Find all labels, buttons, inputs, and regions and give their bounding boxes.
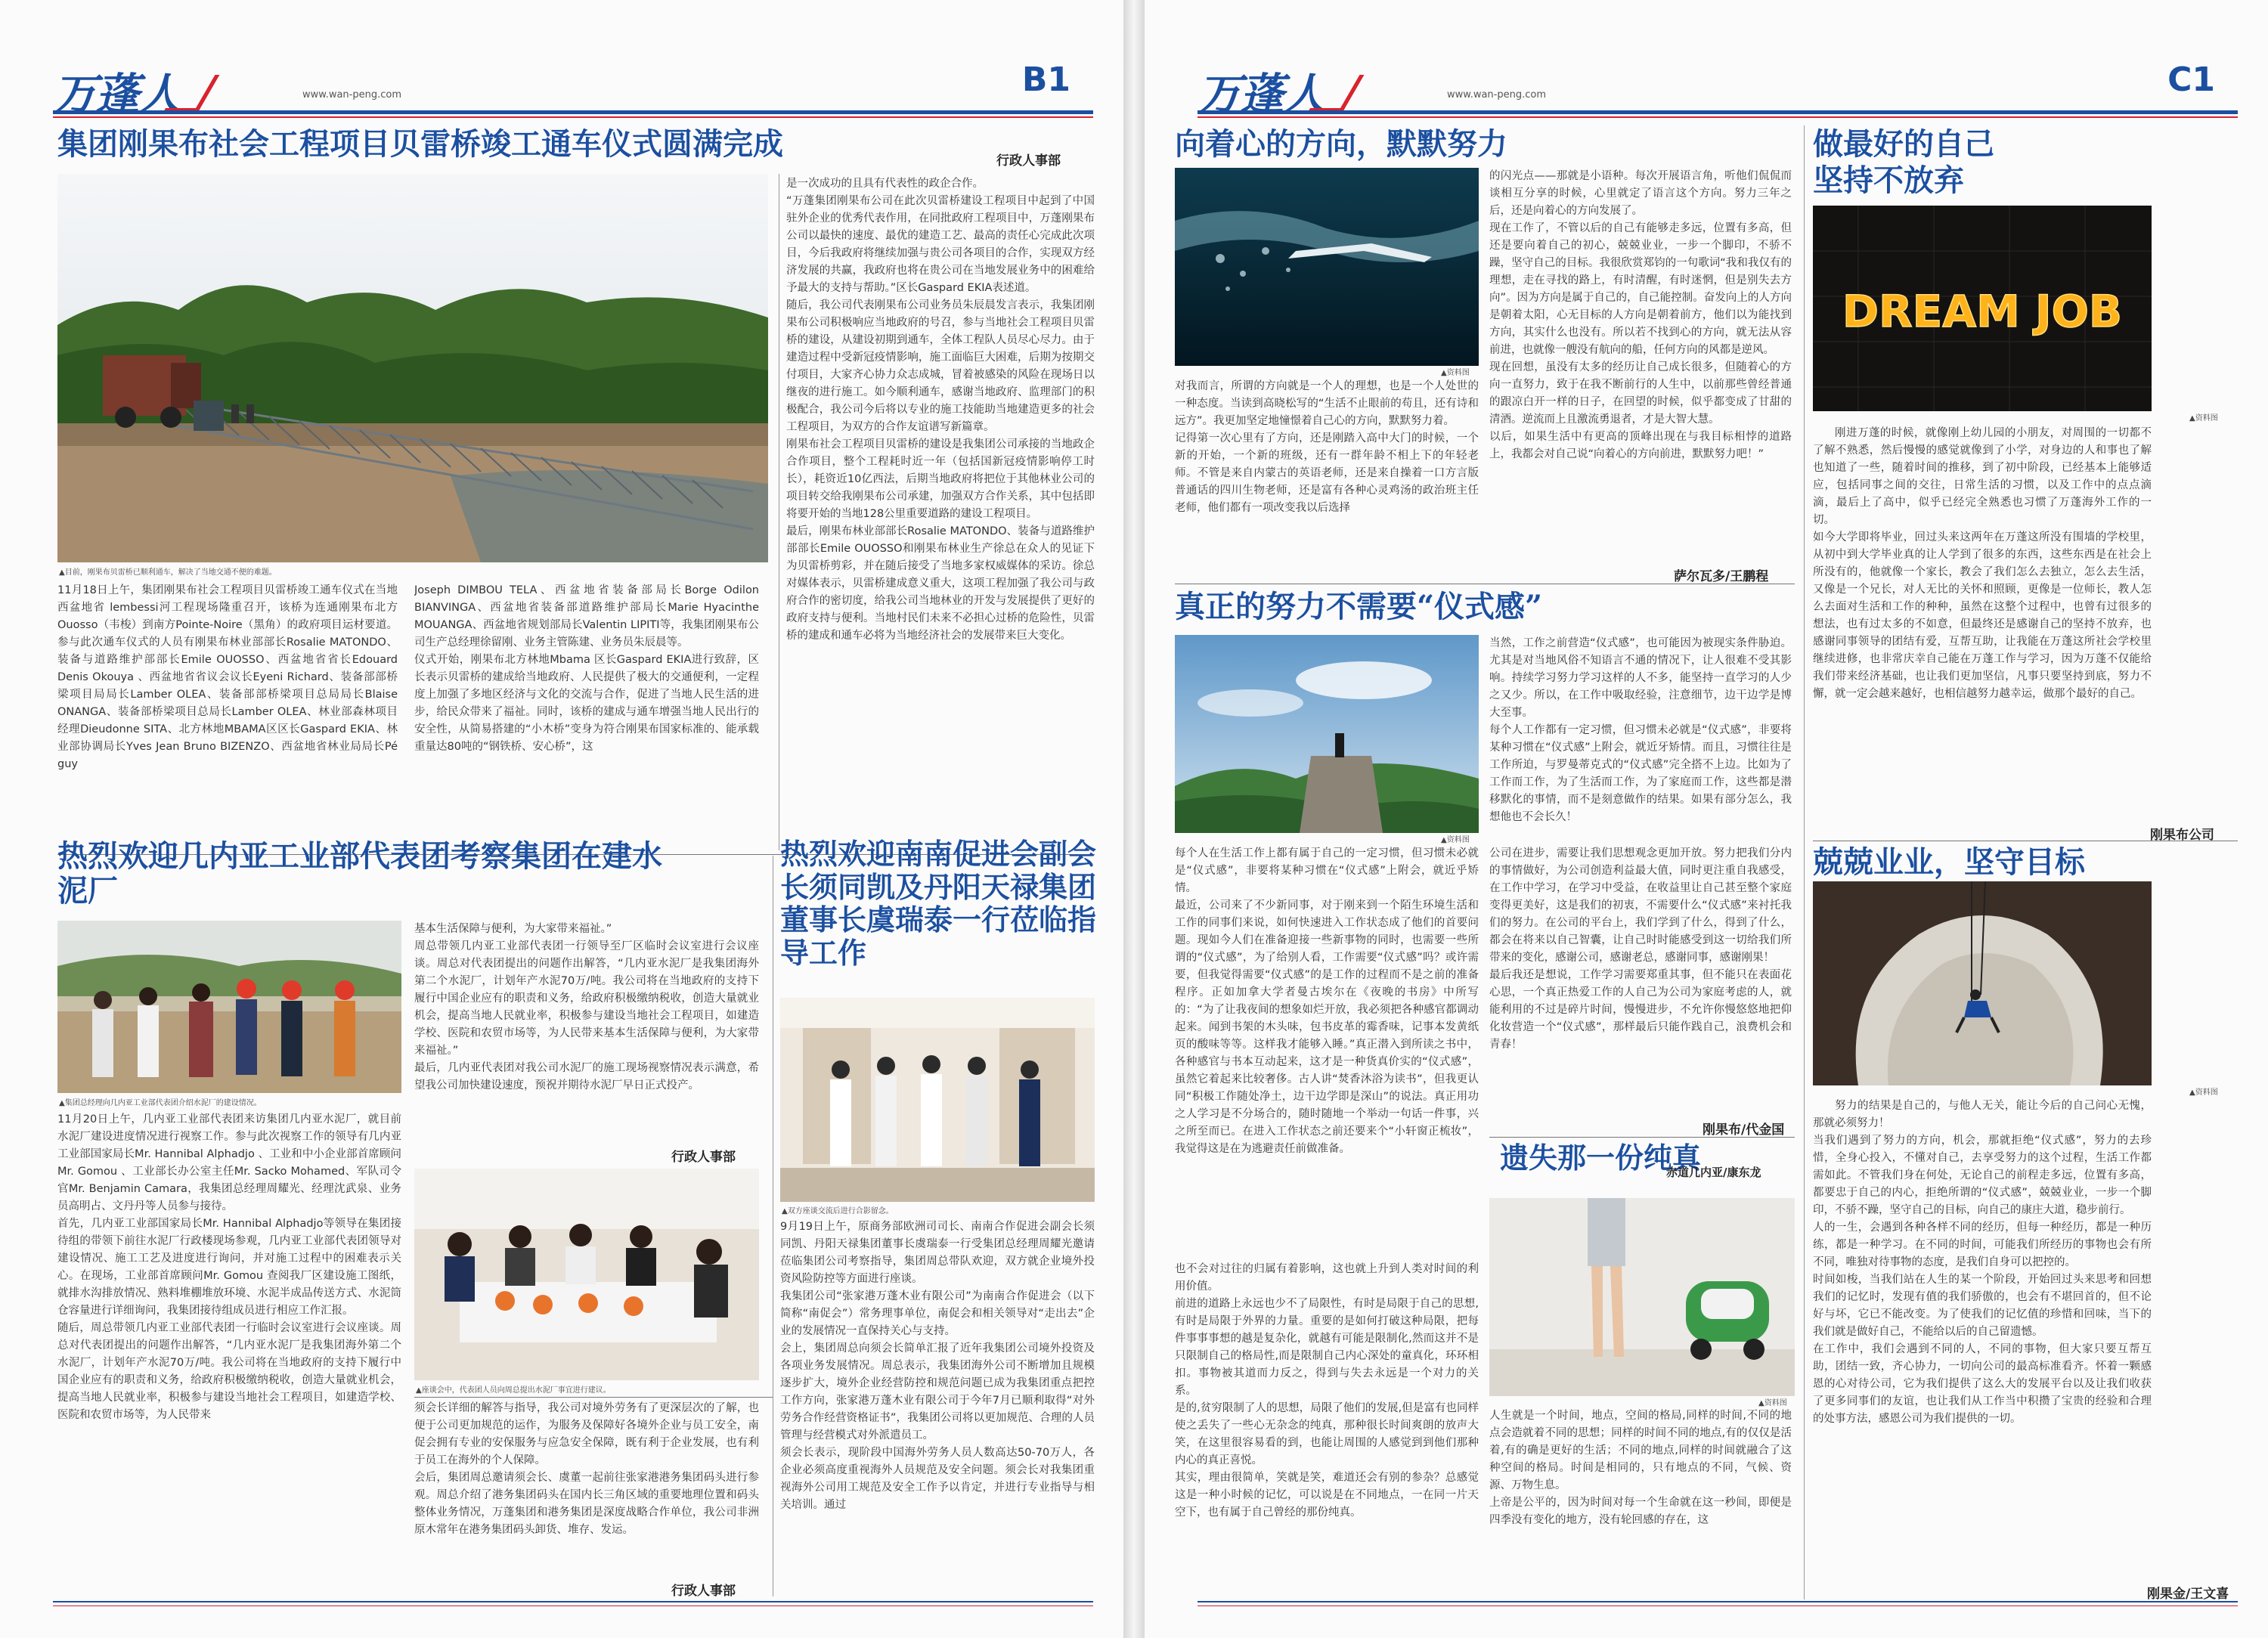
nannan-title: 热烈欢迎南南促进会副会长须同凯及丹阳天禄集团董事长虞瑞泰一行莅临指导工作: [780, 837, 1097, 971]
guinea-photo-1: [57, 921, 401, 1093]
innocence-title: 遗失那一份纯真: [1500, 1141, 1702, 1175]
ceremony-col-bottom-left: 每个人在生活工作上都有属于自己的一定习惯，但习惯未必就是“仪式感”，非要将某种习惯在“仪式感”上附会，就近乎矫情。 最近，公司来了不少新同事，对于刚来到一个陌生环境生活和工作的同事们来说，如何快速进入工作状态成了他们的首要问题。现如今人们在准备迎接一些新事物的同时，也需要一些所谓的“仪式感”，为了给别人看，工作需要“仪式感”吗？或许需要，但我觉得需要“仪式感”的是工作的过程而不是之前的准备程序。正如加拿大学者曼古埃尔在《夜晚的书房》中所写的：“为了让我夜间的想象如烂开放，我必须把各种感官都调动起来。闻到书架的木头味，包书皮革的霉香味，记事本发黄纸页的酸味等等。这样我才能够入睡。”真正潜入到所读之书中，各种感官与书本互动起来，这才是一种货真价实的“仪式感”，虽然它着起来比较奢侈。古人讲“焚香沐浴为读书”，但我更认同“积极工作随处净土，边干边学即是深山”的说法。真正用功之人学习是不分场合的，随时随地一个举动一句话一件事，兴之所至而已。在进入工作状态之前还要来个“小轩窗正梳妆”，我觉得这是在为逃避责任前做准备。: [1175, 847, 1479, 1155]
ceremony-col-bottom-right: 公司在进步，需要让我们思想观念更加开放。努力把我们分内的事情做好，为公司创造利益最大值，同时更注重自我感受，在工作中学习，在学习中受益，在收益里让自己甚至整个家庭变得更美好，这是我们的初衷，不需要什么“仪式感”来衬托我们的努力。在公司的平台上，我们学到了什么，得到了什么，都会在将来以自己智囊，让自己时时能感受到这一切给我们所带来的变化，感谢公司，感谢老总，感谢同事，感谢刚果！ 最后我还是想说，工作学习需要郑重其事，但不能只在表面花心思，一个真正热爱工作的人自己为公司为家庭考虑的人，就能利用的不过是碎片时间，慢慢进步，不允许你慢悠悠地把仰化妆营造一个“仪式感”，那样最后只能作践自己，浪费机会和青春！: [1489, 847, 1792, 1051]
innocence-photo: [1489, 1198, 1795, 1396]
right-col-divider: [1804, 125, 1805, 1599]
nannan-col-bottom-left: 须会长详细的解答与指导，我公司对境外劳务有了更深层次的了解，也便于公司更加规范的运作，为服务及保障好各境外企业与员工安全，南促会拥有专业的安保服务与应急安全保障，既有利于企业发展，也有利于员工在海外的个人保障。 会后，集团周总邀请须会长、虞董一起前往张家港港务集团码头进行参观。周总介绍了港务集团码头在国内长三角区域的重要地理位置和码头整体业务情况，万蓬集团和港务集团是深度战略合作单位，我公司非洲原木常年在港务集团码头卸货、堆存、发运。: [414, 1402, 759, 1536]
neon-sign-illustration: [1813, 206, 2152, 411]
best-title-line1: 做最好的自己: [1813, 126, 1994, 162]
best-photo-source: ▲资料图: [2189, 414, 2218, 423]
swimmer-illustration: [1175, 168, 1479, 366]
bridge-col3: 是一次成功的且具有代表性的政企合作。 “万蓬集团刚果布公司在此次贝雷桥建设工程项目中起到了中国驻外企业的优秀代表作用，在同批政府工程项目中，万蓬刚果布公司以最快的速度、最优的建造工艺、最高的责任心完成此次项目，今后我政府将继续加强与贵公司各项目的合作，实现双方经济发展的共赢，我政府也将在贵公司在当地发展业务中的困难给予最大的支持与帮助。”区长Gaspard EKIA表述道。 随后，我公司代表刚果布公司业务员朱辰晨发言表示，我集团刚果布公司积极响应当地政府的号召，参与当地社会工程项目贝雷桥的建设，从建设初期到通车，全体工程队人员尽心尽力。由于建造过程中受新冠疫情影响，施工面临巨大困难，后期为按期交付项目，大家齐心协力众志成城，冒着被感染的风险在现场日以继夜的进行施工。如今顺利通车，感谢当地政府、监理部门的积极配合，我公司今后将以专业的施工技能助当地建造更多的社会工程项目，为双方的合作友谊谱写新篇章。 刚果布社会工程项目贝雷桥的建设是我集团公司承接的当地政企合作项目，整个工程耗时近一年（包括国新冠疫情影响停工时长），耗资近10亿西法，后期当地政府将把位于其他林业公司的项目转交给我刚果布公司承建，加强双方合作关系，其中包括即将要开始的当地128公里重要道路的建设工程项目。 最后，刚果布林业部部长Rosalie MATONDO、装备与道路维护部部长Emile OUOSSO和刚果布林业生产徐总在众人的见证下为贝雷桥剪彩，并在随后接受了当地多家权威媒体的采访。徐总对媒体表示，贝雷桥建成意义重大，这项工程加强了我公司与政府合作的密切度，给我公司当地林业的开发与发展提供了更好的政府支持与便利。当地村民们未来不必担心过桥的危险性，贝雷桥的建成和通车必将为当地经济社会的发展带来巨大变化。: [786, 178, 1095, 642]
bridge-col1: 11月18日上午，集团刚果布社会工程项目贝雷桥竣工通车仪式在当地西盆地省 lembessi河工程现场隆重召开，该桥为连通刚果布北方Ouosso（韦梭）到南方Pointe-Noire（黑角）的政府项目运材要道。参与此次通车仪式的人员有刚果布林业部部长Rosalie MATONDO、装备与道路维护部部长Emile OUOSSO、西盆地省省长Edouard Denis Okouya 、西盆地省省议会议长Eyeni Richard、装备部部桥梁项目局局长Lamber OLEA、装备部部桥梁项目总局局长Blaise ONANGA、装备部桥梁项目总局长Lamber OLEA、林业部森林项目经理Dieudonne SITA、北方林地MBAMA区区长Gaspard EKIA、林业部协调局长Yves Jean Bruno BIZENZO、西盆地省林业局局长Pé guy: [57, 584, 398, 770]
ceremony-photo: [1175, 635, 1479, 833]
career-photo: [1813, 881, 2152, 1085]
masthead-url: www.wan-peng.com: [1447, 89, 1547, 101]
climber-illustration: [1813, 881, 2152, 1085]
masthead-logo: 万蓬人: [1198, 59, 1353, 122]
masthead-rule: [1198, 110, 2238, 114]
nannan-photo-illustration: [780, 998, 1095, 1202]
guinea-photo-1-illustration: [57, 921, 401, 1093]
guinea-photo-2-illustration: [414, 1169, 759, 1380]
bridge-illustration: [57, 174, 768, 562]
page-gutter: [1123, 0, 1145, 1638]
best-byline: 刚果布公司: [2150, 828, 2214, 843]
guinea-title: 热烈欢迎几内亚工业部代表团考察集团在建水泥厂: [57, 838, 662, 909]
bridge-title: 集团刚果布社会工程项目贝雷桥竣工通车仪式圆满完成: [57, 126, 783, 162]
guinea-photo-2: [414, 1169, 759, 1380]
best-title-line2: 坚持不放弃: [1813, 163, 1964, 198]
footer-rule: [53, 1601, 1093, 1602]
neon-sign-text: DREAM JOB: [1842, 286, 2123, 337]
masthead-rule: [53, 110, 1093, 114]
heart-col-right: 的闪光点——那就是小语种。每次开展语言角，听他们侃侃而谈相互分享的时候，心里就定了语言这个方向。努力三年之后，还是向着心的方向发展了。 现在工作了，不管以后的自己有能够走多远，位置有多高，但还是要向着自己的初心，兢兢业业，一步一个脚印，不骄不躁，坚守自己的目标。我很欣赏郑钧的一句歌词“我和我仅有的理想，走在寻找的路上，有时清醒，有时迷惘，但是别失去方向”。因为方向是属于自己的，自己能控制。奋发向上的人方向是朝着太阳，心无目标的人方向是朝着前方，他们以为能找到方向，其实什么也没有。所以若不找到心的方向，就无法从容前进，也就像一艘没有航向的船，任何方向的风都是逆风。 现在回想，虽没有太多的经历让自己成长很多，但随着心的方向一直努力，致于在我不断前行的人生中，以前那些曾经普通的跟凉白开一样的日子，在回望的时候，似乎都变成了甘甜的清酒。逆流而上且激流勇退者，才是大智大慧。 以后，如果生活中有更高的顶峰出现在与我目标相悖的道路上，我都会对自己说“向着心的方向前进，默默努力吧！”: [1489, 170, 1792, 460]
mountain-illustration: [1175, 635, 1479, 833]
masthead-url: www.wan-peng.com: [302, 89, 402, 101]
innocence-col-right: 人生就是一个时间，地点，空间的格局,同样的时间,不同的地点会造就着不同的思想；同样的时间不同的地点,有的仅仅是活着,有的确是更好的生活；不同的地点,同样的时间就融合了这种空间的格局。时间是相同的，只有地点的不同，气候、资源、万物生息。 上帝是公平的，因为时间对每一个生命就在这一秒间，即便是四季没有变化的地方，没有轮回感的存在，这: [1489, 1410, 1792, 1526]
footer-rule-red: [1198, 1605, 2238, 1606]
bridge-col2: Joseph DIMBOU TELA、西盆地省装备部局长Borge Odilon BIANVINGA、西盆地省装备部道路维护部局长Marie Hyacinthe MOUANGA、西盆地省规划部局长Valentin LIPITI等，我集团刚果布公司生产总经理徐留刚、业务主管陈建、业务员朱辰晨等。 仪式开始，刚果布北方林地Mbama 区长Gaspard EKIA进行致辞，区长表示贝雷桥的建成给当地政府、人民提供了极大的交通便利，一定程度上加强了多地区经济与文化的交流与合作，促进了当地人民生活的进步，给民众带来了福祉。同时，该桥的建成与通车增强当地人民出行的安全性，从简易搭建的“小木桥”变身为符合刚果布国家标准的、能承载重量达80吨的“钢铁桥、安心桥”，这: [414, 584, 759, 753]
heart-photo-source: ▲资料图: [1441, 369, 1470, 377]
heart-title: 向着心的方向，默默努力: [1175, 126, 1507, 162]
masthead-right: [1198, 53, 2238, 120]
heart-col-left: 对我而言，所谓的方向就是一个人的理想，也是一个人处世的一种态度。当读到高晓松写的“生活不止眼前的苟且，还有诗和远方”。我更加坚定地憧憬着自己心的方向，默默努力着。 记得第一次心里有了方向，还是刚踏入高中大门的时候，一个新的开始，一个新的班级，还有一群年龄不相上下的年轻老师。不管是来自内蒙古的英语老师，还是来自操着一口方言版普通话的四川生物老师，还是富有各种心灵鸡汤的政治班主任老师，他们都有一项改变我以后选择: [1175, 380, 1479, 514]
page-b1: [0, 0, 1123, 1638]
innocence-byline: 赤道几内亚/康东龙: [1666, 1166, 1761, 1179]
ceremony-col-right-top: 当然，工作之前营造“仪式感”，也可能因为被现实条件胁迫。尤其是对当地风俗不知语言不通的情况下，让人很难不受其影响。持续学习努力学习这样的人不多，能坚持一直学习的人少之又少。所以，在工作中吸取经验，注意细节，边干边学是博大至事。 每个人工作都有一定习惯，但习惯未必就是“仪式感”，非要将某种习惯在“仪式感”上附会，就近牙矫情。而且，习惯往往是工作所迫，与罗曼蒂克式的“仪式感”完全搭不上边。比如为了工作而工作，为了生活而工作，为了家庭而工作，这些都是潜移默化的事情，而不是刻意做作的结果。如果有部分怎么，我想他也不会长久！: [1489, 637, 1792, 823]
nannan-photo: [780, 998, 1095, 1202]
guinea-col1: 11月20日上午，几内亚工业部代表团来访集团几内亚水泥厂，就目前水泥厂建设进度情况进行视察工作。参与此次视察工作的领导有几内亚工业部国家局长Mr. Hannibal Alphadjo 、工业和中小企业部首席顾问Mr. Gomou 、工业部长办公室主任Mr. Sacko Mohamed、军队司令官Mr. Benjamin Camara，我集团总经理周耀光、经理沈武泉、业务员高明占、文丹丹等人员参与接待。 首先，几内亚工业部国家局长Mr. Hannibal Alphadjo等领导在集团接待组的带领下前往水泥厂行政楼现场参观，几内亚工业部代表团领导对建设情况、施工工艺及进度进行询问，并对施工过程中的困难表示关心。在现场，工业部首席顾问Mr. Gomou 查阅我厂区建设施工图纸，就排水沟排放情况、熟料堆棚堆放环境、水泥半成品传送方式、水泥筒仓容量进行详细询问，我集团接待组成员进行相应工作汇报。 随后，周总带领几内亚工业部代表团一行临时会议室进行会议座谈。周总对代表团提出的问题作出解答，“几内亚水泥厂是我集团海外第二个水泥厂，计划年产水泥70万/吨。我公司将在当地政府的支持下履行中国企业应有的职责和义务，给政府积极缴纳税收，创造大量就业机会，提高当地人民就业率，积极参与建设当地社会工程项目，如建造学校、医院和农贸市场等，为人民带来: [57, 1113, 401, 1421]
page-number: C1: [2167, 60, 2215, 99]
nannan-photo-caption: ▲双方座谈交流后进行合影留念。: [782, 1207, 894, 1215]
masthead-logo: 万蓬人: [53, 59, 209, 122]
ceremony-byline: 刚果布/代金国: [1703, 1122, 1785, 1138]
footer-rule-red: [53, 1605, 1093, 1606]
page-number: B1: [1021, 60, 1070, 99]
masthead-rule-red: [53, 116, 1093, 118]
masthead-left: [53, 53, 1093, 120]
ceremony-photo-source: ▲资料图: [1441, 836, 1470, 844]
career-byline: 刚果金/王文喜: [2147, 1587, 2229, 1602]
best-col: 刚进万蓬的时候，就像刚上幼儿园的小朋友，对周围的一切都不了解不熟悉，然后慢慢的感觉就像到了小学，对身边的人和事也了解也知道了一些，随着时间的推移，到了初中阶段，已经基本上能够适应，包括同事之间的交往，日常生活的习惯，以及工作中的点点滴滴，最后上了高中，似乎已经完全熟悉也习惯了万蓬海外工作的一切。 如今大学即将毕业，回过头来这两年在万蓬这所没有围墙的学校里，从初中到大学毕业真的让人学到了很多的东西，这些东西是在社会上所没有的，他就像一个家长，教会了我们怎么去独立，怎么去生活，又像是一个兄长，对人无比的关怀和照顾，更像是一位师长，教人怎么去面对生活和工作的种种，虽然在这整个过程中，也曾有过很多的想法，也有过太多的不如意，但最终还是感谢自己的坚持不放弃，也感谢同事领导的团结有爱，互帮互助，让我能在万蓬这所社会学校里继续进修，也非常庆幸自己能在万蓬工作与学习，因为万蓬不仅能给我们带来经济基础，也让我们更加坚信，凡事只要坚持到底，努力不懈，就一定会越来越好，也相信越努力越幸运，做那个最好的自己。: [1813, 427, 2152, 700]
footer-rule: [1198, 1601, 2238, 1602]
bridge-byline: 行政人事部: [996, 153, 1061, 169]
bridge-photo-caption: ▲目前，刚果布贝雷桥已顺利通车，解决了当地交通不便的难题。: [59, 568, 277, 577]
nannan-byline: 行政人事部: [671, 1584, 736, 1599]
child-feet-illustration: [1489, 1198, 1795, 1396]
best-photo: [1813, 206, 2152, 411]
guinea-photo-1-caption: ▲集团总经理向几内亚工业部代表团介绍水泥厂的建设情况。: [59, 1099, 262, 1107]
guinea-byline: 行政人事部: [671, 1150, 736, 1165]
innocence-col-left: 也不会对过往的归属有着影响，这也就上升到人类对时间的利用价值。 前进的道路上永远也少不了局限性，有时是局限于自己的思想,有时是局限于外界的力量。重要的是如何打破这种局限，把每件事事事想的越是复杂化，就越有可能是限制化,然而这并不是只限制自己的格局性,而是限制自己内心深处的童真化，环环相扣。事物被其道而力反之，得到与失去永远是一个对力的关系。 是的,贫穷限制了人的思想，局限了他们的发展,但是富有也同样使之丢失了一些心无杂念的纯真，那种很长时间爽朗的放声大笑，在这里很容易看的到，也能让周围的人感觉到到他们那种内心的真正喜悦。 其实，理由很简单，笑就是笑，难道还会有别的参杂？总感觉这是一种小时候的记忆，可以说是在不同地点，一在同一片天空下，也有属于自己曾经的那份纯真。: [1175, 1263, 1479, 1519]
nannan-col-top: 9月19日上午，原商务部欧洲司司长、南南合作促进会副会长须同凯、丹阳天禄集团董事长虞瑞泰一行受集团总经理周耀光邀请莅临集团公司考察指导，集团周总带队欢迎，双方就企业境外投资风险防控等方面进行座谈。 我集团公司“张家港万蓬木业有限公司”为南南合作促进会（以下简称“南促会”）常务理事单位，南促会和相关领导对“走出去”企业的发展情况一直保持关心与支持。 会上，集团周总向须会长简单汇报了近年我集团公司境外投资及各项业务发展情况。周总表示，我集团海外公司不断增加且规模逐步扩大，境外企业经营防控和规范问题已成为我集团重点把控工作方向，张家港万蓬木业有限公司于今年7月已顺利取得“对外劳务合作经营资格证书”，我集团公司将以更加规范、合理的人员管理与经营模式对外派遣员工。 须会长表示，现阶段中国海外劳务人员人数高达50-70万人，各企业必须高度重视海外人员规范及安全问题。须会长对我集团重视海外公司用工规范及安全工作予以肯定，并进行专业指导与相关培训。通过: [780, 1221, 1095, 1511]
career-title: 兢兢业业，坚守目标: [1813, 844, 2085, 880]
bridge-photo: [57, 174, 768, 562]
ceremony-bottom-divider: [1489, 1137, 1795, 1138]
nannan-bottom-divider: [414, 1397, 773, 1398]
masthead-rule-red: [1198, 116, 2238, 118]
guinea-photo-2-caption: ▲座谈会中，代表团人员向周总提出水泥厂事宜进行建议。: [416, 1386, 611, 1395]
page-c1: [1145, 0, 2268, 1638]
career-photo-source: ▲资料图: [2189, 1088, 2218, 1097]
career-col: 努力的结果是自己的，与他人无关，能让今后的自己问心无愧，那就必须努力！ 当我们遇到了努力的方向，机会，那就拒绝“仪式感”，努力的去珍惜，全身心投入，不懂对自己，去享受努力的这个过程，生活工作都需如此。不管我们身在何处，无论自己的前程走多远，位置有多高，都要忠于自己的内心，拒绝所谓的“仪式感”，兢兢业业，一步一个脚印，不骄不躁，坚守自己的目标，向自己的康庄大道，稳步前行。 人的一生，会遇到各种各样不同的经历，但每一种经历，都是一种历练，都是一种学习。在不同的时间，可能我们所经历的事物也会有所不同，唯独对待事物的态度，是我们自身可以把控的。 时间如梭，当我们站在人生的某一个阶段，开始回过头来思考和回想我们的记忆时，发现有值的我们骄傲的，也会有不堪回首的，但不论好与坏，它已不能改变。为了使我们的记忆值的珍惜和回味，当下的我们就是做好自己，不能给以后的自己留遗憾。 在工作中，我们会遇到不同的人，不同的事物，但大家只要互帮互助，团结一致，齐心协力，一切向公司的最高标准看齐。怀着一颗感恩的心对待公司，它为我们提供了这么大的发展平台以及让我们收获了更多同事们的友谊，也让我们从工作当中积攒了宝贵的经验和合理的处事方法，感恩公司为我们提供的一切。: [1813, 1100, 2152, 1425]
heart-byline: 萨尔瓦多/王鹏程: [1674, 569, 1769, 584]
innocence-photo-source: ▲资料图: [1758, 1399, 1787, 1407]
ceremony-title: 真正的努力不需要“仪式感”: [1175, 589, 1543, 624]
guinea-col2: 基本生活保障与便利，为大家带来福祉。” 周总带领几内亚工业部代表团一行领导至厂区临时会议室进行会议座谈。周总对代表团提出的问题作出解答，“几内亚水泥厂是我集团海外第二个水泥厂，计划年产水泥70万/吨。我公司将在当地政府的支持下履行中国企业应有的职责和义务，给政府积极缴纳税收，创造大量就业机会，提高当地人民就业率，积极参与建设当地社会工程项目，如建造学校、医院和农贸市场等，为人民带来基本生活保障与便利，为大家带来福祉。” 最后，几内亚代表团对我公司水泥厂的施工现场视察情况表示满意，希望我公司加快建设速度，预祝并期待水泥厂早日正式投产。: [414, 923, 759, 1091]
heart-photo: [1175, 168, 1479, 366]
